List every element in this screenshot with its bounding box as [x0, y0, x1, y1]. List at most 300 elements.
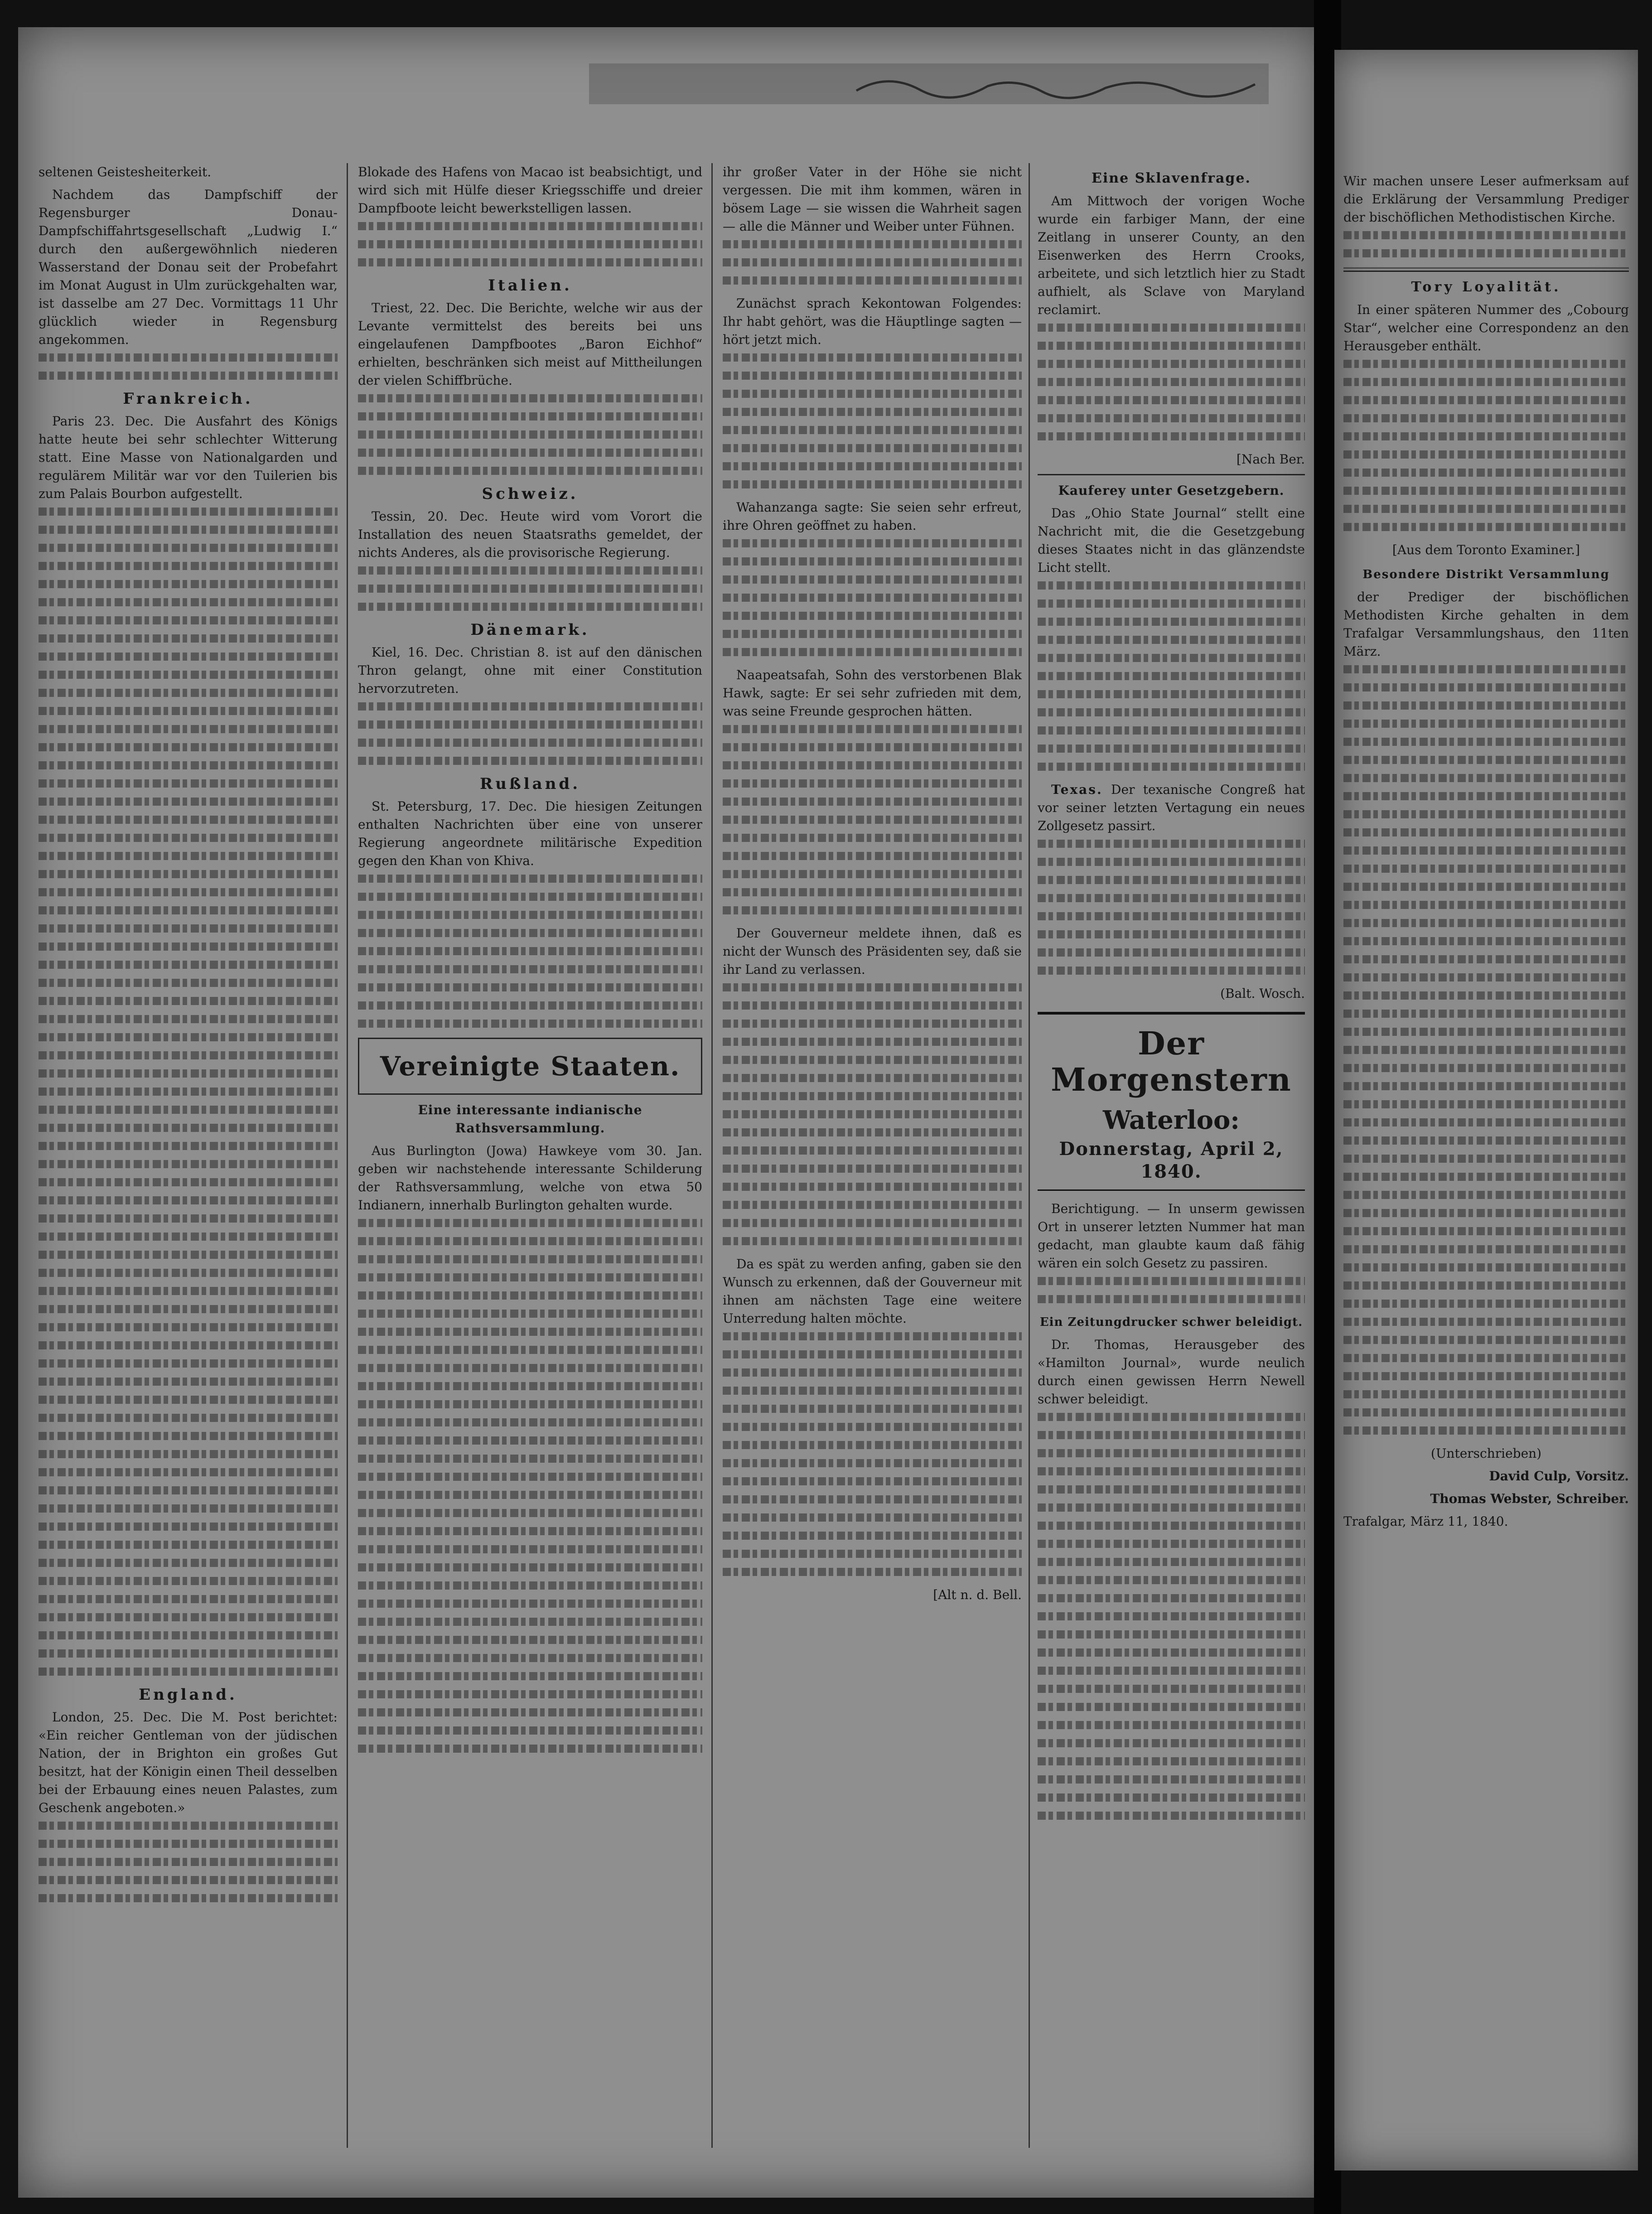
- text-block: [39, 870, 338, 878]
- text-block: [1038, 414, 1305, 422]
- text-block: [723, 557, 1022, 566]
- article-paragraph: der Prediger der bischöflichen Methodisten Kirche gehalten in dem Trafalgar Versammlungshaus, den 11ten März.: [1343, 590, 1629, 659]
- text-block: [358, 1473, 702, 1481]
- text-block: [1343, 396, 1629, 404]
- text-block: [723, 1038, 1022, 1046]
- text-block: [39, 1341, 338, 1349]
- text-block: [358, 1364, 702, 1372]
- text-block: [1343, 360, 1629, 368]
- text-block: [358, 1001, 702, 1010]
- text-block: [723, 906, 1022, 914]
- text-block: [1038, 672, 1305, 680]
- text-block: [1343, 487, 1629, 495]
- text-block: [1343, 1028, 1629, 1036]
- text-block: [39, 1649, 338, 1658]
- text-block: [39, 834, 338, 842]
- text-block: [39, 689, 338, 697]
- text-block: [39, 1069, 338, 1078]
- article-paragraph: Zunächst sprach Kekontowan Folgendes: Ihr habt gehört, was die Häuptlinge sagten — hört jetzt mich.: [723, 296, 1022, 347]
- text-block: [723, 1165, 1022, 1173]
- text-block: [358, 929, 702, 937]
- text-block: [723, 834, 1022, 842]
- text-block: [723, 1146, 1022, 1155]
- section-heading-distrikt: Besondere Distrikt Versammlung: [1362, 568, 1610, 581]
- text-block: [1038, 1630, 1305, 1639]
- text-block: [39, 1124, 338, 1132]
- text-block: [1343, 1372, 1629, 1380]
- article-paragraph: Am Mittwoch der vorigen Woche wurde ein farbiger Mann, der eine Zeitlang in unserer County, an den Eisenwerken des Herrn Crooks, arbeitete, und sich letztlich hier zu Stadt aufhielt, als Sclave von Maryland reclamirt.: [1038, 193, 1305, 317]
- text-block: [1038, 324, 1305, 332]
- text-block: [723, 240, 1022, 248]
- article-paragraph: Der Gouverneur meldete ihnen, daß es nicht der Wunsch des Präsidenten sey, daß sie ihr Land zu verlassen.: [723, 926, 1022, 977]
- text-block: [1038, 744, 1305, 753]
- text-block: [1038, 1576, 1305, 1584]
- text-block: [723, 1237, 1022, 1245]
- text-block: [1038, 1612, 1305, 1620]
- text-block: [723, 1513, 1022, 1522]
- column-5: [1343, 172, 1629, 2166]
- text-block: [39, 1160, 338, 1168]
- text-block: [1343, 1354, 1629, 1362]
- text-block: [358, 1636, 702, 1644]
- text-block: [39, 761, 338, 769]
- article-paragraph: St. Petersburg, 17. Dec. Die hiesigen Zeitungen enthalten Nachrichten über eine von unserer Regierung angeordnete militärische Expedition gegen den Khan von Khiva.: [358, 799, 702, 868]
- text-block: [358, 1545, 702, 1553]
- text-block: [39, 1840, 338, 1848]
- text-block: [1343, 1300, 1629, 1308]
- text-block: [358, 430, 702, 439]
- signature-chair: David Culp, Vorsitz.: [1489, 1469, 1629, 1484]
- text-block: [39, 1251, 338, 1259]
- text-block: [39, 1450, 338, 1458]
- text-block: [723, 1332, 1022, 1340]
- text-block: [723, 1495, 1022, 1503]
- text-block: [1038, 360, 1305, 368]
- text-block: [39, 1323, 338, 1331]
- text-block: [723, 594, 1022, 602]
- text-block: [723, 480, 1022, 488]
- text-block: [723, 1020, 1022, 1028]
- column-2: [358, 163, 702, 2166]
- text-block: [358, 449, 702, 457]
- text-block: [358, 585, 702, 593]
- text-block: [1343, 720, 1629, 728]
- text-block: [1038, 1793, 1305, 1802]
- text-block: [1343, 792, 1629, 800]
- text-block: [1038, 618, 1305, 626]
- lead-line: seltenen Geistesheiterkeit.: [39, 164, 212, 179]
- text-block: [358, 1618, 702, 1626]
- text-block: [358, 1600, 702, 1608]
- text-block: [358, 1745, 702, 1753]
- text-block: [1343, 1064, 1629, 1072]
- article-paragraph: [1038, 781, 1305, 835]
- text-block: [39, 979, 338, 987]
- text-block: [1038, 1648, 1305, 1657]
- text-block: [358, 947, 702, 955]
- text-block: [39, 372, 338, 380]
- text-block: [358, 1726, 702, 1735]
- article-paragraph: Naapeatsafah, Sohn des verstorbenen Blak Hawk, sagte: Er sei sehr zufrieden mit dem, was seine Freunde gesprochen hätten.: [723, 667, 1022, 719]
- text-block: [723, 1201, 1022, 1209]
- text-block: [358, 240, 702, 248]
- signature-place-date: Trafalgar, März 11, 1840.: [1343, 1514, 1508, 1529]
- text-block: [39, 1269, 338, 1277]
- text-block: [1038, 726, 1305, 735]
- text-block: [1038, 1685, 1305, 1693]
- article-paragraph: Wir machen unsere Leser aufmerksam auf die Erklärung der Versammlung Prediger der bischöflichen Methodistischen Kirche.: [1343, 174, 1629, 225]
- section-heading-tory: Tory Loyalität.: [1411, 279, 1561, 295]
- text-block: [358, 1237, 702, 1245]
- text-block: [358, 1455, 702, 1463]
- text-block: [39, 353, 338, 362]
- text-block: [1038, 763, 1305, 771]
- text-block: [1038, 1775, 1305, 1784]
- text-block: [358, 983, 702, 991]
- article-paragraph: Triest, 22. Dec. Die Berichte, welche wir aus der Levante vermittelst des bereits bei uns eingelaufenen Dampfbootes „Baron Eichhof“ erhielten, beschränken sich meist auf Mittheilungen der vielen Schiffbrüche.: [358, 300, 702, 388]
- text-block: [39, 1541, 338, 1549]
- divider: [1343, 267, 1629, 272]
- text-block: [1038, 599, 1305, 608]
- text-block: [1038, 1812, 1305, 1820]
- text-block: [723, 1368, 1022, 1377]
- text-block: [39, 653, 338, 661]
- text-block: [723, 444, 1022, 452]
- text-block: [39, 1822, 338, 1830]
- text-block: [723, 1110, 1022, 1118]
- text-block: [358, 467, 702, 475]
- text-block: [1038, 636, 1305, 644]
- text-block: [39, 1287, 338, 1295]
- text-block: [39, 816, 338, 824]
- text-block: [723, 575, 1022, 584]
- text-block: [1343, 919, 1629, 927]
- text-block: [39, 598, 338, 606]
- text-block: [723, 1387, 1022, 1395]
- text-block: [1038, 1522, 1305, 1530]
- text-block: [1343, 1082, 1629, 1090]
- text-block: [723, 725, 1022, 733]
- text-block: [358, 1310, 702, 1318]
- signature-secretary: Thomas Webster, Schreiber.: [1430, 1491, 1629, 1506]
- text-block: [39, 1305, 338, 1313]
- source-credit: [Nach Ber.: [1236, 452, 1305, 467]
- section-heading-kauferey: Kauferey unter Gesetzgebern.: [1058, 483, 1285, 498]
- text-block: [358, 1563, 702, 1571]
- text-block: [39, 1504, 338, 1513]
- text-block: [358, 1328, 702, 1336]
- source-credit: [Alt n. d. Bell.: [933, 1587, 1022, 1602]
- section-heading-schweiz: Schweiz.: [482, 485, 579, 503]
- article-paragraph: Kiel, 16. Dec. Christian 8. ist auf den dänischen Thron gelangt, ohne mit einer Constitution hervorzutreten.: [358, 645, 702, 696]
- text-block: [1343, 955, 1629, 963]
- text-block: [1343, 523, 1629, 531]
- text-block: [723, 1532, 1022, 1540]
- text-block: [1343, 414, 1629, 422]
- text-block: [1343, 432, 1629, 440]
- text-block: [1343, 249, 1629, 257]
- text-block: [39, 616, 338, 624]
- text-block: [723, 390, 1022, 398]
- text-block: [1343, 1100, 1629, 1108]
- text-block: [1343, 810, 1629, 818]
- text-block: [723, 761, 1022, 769]
- text-block: [1343, 378, 1629, 386]
- text-block: [1343, 701, 1629, 710]
- text-block: [39, 1613, 338, 1621]
- text-block: [1038, 967, 1305, 975]
- text-block: [1343, 683, 1629, 691]
- source-credit: (Balt. Wosch.: [1220, 986, 1305, 1001]
- text-block: [39, 1595, 338, 1603]
- text-block: [1343, 505, 1629, 513]
- text-block: [39, 1468, 338, 1476]
- text-block: [358, 1255, 702, 1263]
- text-block: [723, 372, 1022, 380]
- article-paragraph: In einer späteren Nummer des „Cobourg Star“, welcher eine Correspondenz an den Herausgeber enthält.: [1343, 302, 1629, 353]
- text-block: [1343, 1227, 1629, 1235]
- text-block: [1343, 774, 1629, 782]
- text-block: [39, 671, 338, 679]
- article-paragraph: Da es spät zu werden anfing, gaben sie den Wunsch zu erkennen, daß der Gouverneur mit ihnen am nächsten Tage eine weitere Unterredung halten möchte.: [723, 1257, 1022, 1326]
- text-block: [39, 743, 338, 751]
- article-paragraph: Das „Ohio State Journal“ stellt eine Nachricht mit, die die Gesetzgebung dieses Staates nicht in das glänzendste Licht stellt.: [1038, 506, 1305, 575]
- text-block: [358, 911, 702, 919]
- text-block: [723, 1405, 1022, 1413]
- text-block: [723, 630, 1022, 638]
- article-paragraph: Blokade des Hafens von Macao ist beabsichtigt, und wird sich mit Hülfe dieser Kriegsschiffe und dreier Dampfboote leicht bewerkstelligen lassen.: [358, 164, 702, 216]
- text-block: [358, 757, 702, 765]
- text-block: [39, 1196, 338, 1204]
- text-block: [39, 1142, 338, 1150]
- article-paragraph: Nachdem das Dampfschiff der Regensburger Donau-Dampfschiffahrtsgesellschaft „Ludwig I.“ durch den außergewöhnlich niederen Wasserstand der Donau seit der Probefahrt im Monat August in Ulm zurückgehalten war, ist dasselbe am 27 Dec. Vormittags 11 Uhr glücklich wieder in Regensburg angekommen.: [39, 187, 338, 347]
- text-block: [1343, 865, 1629, 873]
- column-4: [1038, 163, 1305, 2166]
- section-heading-russland: Rußland.: [479, 775, 581, 793]
- column-rule: [1029, 163, 1030, 2148]
- text-block: [39, 924, 338, 933]
- text-block: [1343, 1191, 1629, 1199]
- text-block: [1343, 937, 1629, 945]
- text-block: [723, 1477, 1022, 1485]
- text-block: [723, 612, 1022, 620]
- text-block: [39, 707, 338, 715]
- article-paragraph: Tessin, 20. Dec. Heute wird vom Vorort die Installation des neuen Staatsraths gemeldet, der nichts Anderes, als die provisorische Regierung.: [358, 509, 702, 560]
- text-block: [358, 1436, 702, 1445]
- text-block: [1038, 654, 1305, 662]
- text-block: [358, 1382, 702, 1390]
- text-block: [1343, 991, 1629, 1000]
- text-block: [358, 1418, 702, 1426]
- text-block: [1343, 1118, 1629, 1126]
- text-block: [39, 852, 338, 860]
- text-block: [39, 779, 338, 788]
- text-block: [723, 1459, 1022, 1467]
- article-paragraph: Wahanzanga sagte: Sie seien sehr erfreut, ihre Ohren geöffnet zu haben.: [723, 500, 1022, 533]
- text-block: [1038, 840, 1305, 848]
- text-block: [1038, 1431, 1305, 1439]
- text-block: [39, 961, 338, 969]
- text-block: [39, 1178, 338, 1186]
- text-block: [358, 603, 702, 611]
- text-block: [358, 412, 702, 421]
- text-block: [723, 1001, 1022, 1010]
- text-block: [39, 1214, 338, 1223]
- text-block: [358, 1509, 702, 1517]
- text-block: [1038, 948, 1305, 957]
- text-block: [1343, 665, 1629, 673]
- text-block: [723, 1074, 1022, 1082]
- headline-box: [358, 1038, 702, 1095]
- text-block: [723, 1092, 1022, 1100]
- text-block: [1343, 1408, 1629, 1416]
- text-block: [1038, 1540, 1305, 1548]
- text-block: [723, 426, 1022, 434]
- text-block: [39, 1486, 338, 1494]
- text-block: [358, 1346, 702, 1354]
- text-block: [39, 1088, 338, 1096]
- article-paragraph: Berichtigung. — In unserm gewissen Ort in unserer letzten Nummer hat man gedacht, man glaubte kaum daß fähig wären ein solch Gesetz zu passiren.: [1038, 1201, 1305, 1271]
- text-block: [1343, 828, 1629, 836]
- text-block: [358, 1273, 702, 1281]
- text-block: [39, 562, 338, 570]
- text-block: [723, 408, 1022, 416]
- text-block: [39, 1894, 338, 1902]
- text-block: [39, 997, 338, 1005]
- text-block: [358, 258, 702, 266]
- text-block: [39, 1876, 338, 1884]
- text-block: [39, 798, 338, 806]
- handwritten-signature-icon: [852, 68, 1260, 104]
- text-block: [39, 1396, 338, 1404]
- text-block: [358, 1708, 702, 1716]
- text-block: [39, 1858, 338, 1866]
- text-block: [358, 394, 702, 402]
- masthead-place: Waterloo:: [1103, 1105, 1240, 1135]
- vereinigte-staaten-headline: Vereinigte Staaten.: [380, 1051, 681, 1082]
- text-block: [723, 779, 1022, 788]
- text-block: [1038, 1277, 1305, 1285]
- text-block: [1038, 1667, 1305, 1675]
- column-1: [39, 163, 338, 2166]
- text-block: [39, 580, 338, 588]
- text-block: [39, 1378, 338, 1386]
- text-block: [1343, 1010, 1629, 1018]
- text-block: [1343, 1318, 1629, 1326]
- text-block: [39, 1015, 338, 1023]
- text-block: [1343, 846, 1629, 855]
- text-block: [358, 1654, 702, 1662]
- section-heading-sklavenfrage: Eine Sklavenfrage.: [1092, 170, 1251, 186]
- divider: [1038, 474, 1305, 475]
- section-heading-daenemark: Dänemark.: [470, 621, 590, 639]
- text-block: [1038, 708, 1305, 716]
- text-block: [723, 1056, 1022, 1064]
- text-block: [358, 965, 702, 973]
- text-block: [1038, 930, 1305, 938]
- text-block: [39, 1359, 338, 1368]
- text-block: [1038, 690, 1305, 698]
- masthead-date: Donnerstag, April 2, 1840.: [1059, 1138, 1284, 1182]
- text-block: [1343, 1390, 1629, 1398]
- text-block: [358, 1672, 702, 1680]
- text-block: [1343, 1281, 1629, 1290]
- signature-label: (Unterschrieben): [1430, 1446, 1542, 1461]
- texas-label: Texas.: [1051, 782, 1103, 797]
- text-block: [39, 1033, 338, 1041]
- text-block: [39, 1414, 338, 1422]
- text-block: [723, 276, 1022, 285]
- text-block: [723, 1423, 1022, 1431]
- text-block: [358, 702, 702, 711]
- text-block: [1343, 1155, 1629, 1163]
- text-block: [1343, 901, 1629, 909]
- text-block: [723, 852, 1022, 860]
- text-block: [358, 720, 702, 729]
- text-block: [358, 1690, 702, 1698]
- text-block: [1343, 756, 1629, 764]
- article-paragraph: Dr. Thomas, Herausgeber des «Hamilton Journal», wurde neulich durch einen gewissen Herrn Newell schwer beleidigt.: [1038, 1337, 1305, 1407]
- text-block: [39, 1577, 338, 1585]
- text-block: [1343, 450, 1629, 459]
- text-block: [1038, 1449, 1305, 1457]
- text-block: [1343, 883, 1629, 891]
- article-paragraph: ihr großer Vater in der Höhe sie nicht vergessen. Die mit ihm kommen, wären in bösem Lage — sie wissen die Wahrheit sagen — alle die Männer und Weiber unter Fühnen.: [723, 164, 1022, 234]
- text-block: [1343, 1426, 1629, 1435]
- section-heading-england: England.: [139, 1686, 237, 1704]
- text-block: [723, 1550, 1022, 1558]
- text-block: [723, 258, 1022, 266]
- column-rule: [347, 163, 348, 2148]
- text-block: [1038, 876, 1305, 884]
- masthead-title: Der Morgenstern: [1051, 1025, 1292, 1098]
- article-paragraph: Aus Burlington (Jowa) Hawkeye vom 30. Jan. geben wir nachstehende interessante Schilderung der Rathsversammlung, welche von etwa 50 Indianern, innerhalb Burlington gehalten wurde.: [358, 1143, 702, 1213]
- text-block: [1343, 1046, 1629, 1054]
- text-block: [39, 906, 338, 914]
- subheading-rathsversammlung: Eine interessante indianische Rathsversammlung.: [418, 1102, 642, 1136]
- section-heading-italien: Italien.: [488, 276, 572, 295]
- column-3: [723, 163, 1022, 2166]
- text-block: [1343, 1263, 1629, 1271]
- text-block: [1038, 912, 1305, 920]
- text-block: [723, 1128, 1022, 1136]
- article-paragraph: Paris 23. Dec. Die Ausfahrt des Königs hatte heute bei sehr schlechter Witterung statt. Eine Masse von Nationalgarden und regulärem Militär war vor den Tuilerien bis zum Palais Bourbon aufgestellt.: [39, 414, 338, 501]
- text-block: [723, 648, 1022, 656]
- text-block: [1343, 1245, 1629, 1253]
- text-block: [358, 1491, 702, 1499]
- section-heading-zeitungdrucker: Ein Zeitungdrucker schwer beleidigt.: [1039, 1315, 1303, 1329]
- text-block: [1038, 1703, 1305, 1711]
- text-block: [39, 1106, 338, 1114]
- text-block: [39, 1523, 338, 1531]
- text-block: [1038, 1757, 1305, 1765]
- text-block: [358, 1581, 702, 1590]
- text-block: [1038, 432, 1305, 440]
- text-block: [358, 875, 702, 883]
- text-block: [39, 508, 338, 516]
- text-block: [1038, 396, 1305, 404]
- text-block: [39, 888, 338, 896]
- text-block: [39, 634, 338, 643]
- text-block: [1038, 1485, 1305, 1494]
- text-block: [358, 739, 702, 747]
- text-block: [39, 1233, 338, 1241]
- text-block: [723, 1568, 1022, 1576]
- text-block: [358, 222, 702, 230]
- text-block: [723, 870, 1022, 878]
- text-block: [358, 1400, 702, 1408]
- text-block: [39, 526, 338, 534]
